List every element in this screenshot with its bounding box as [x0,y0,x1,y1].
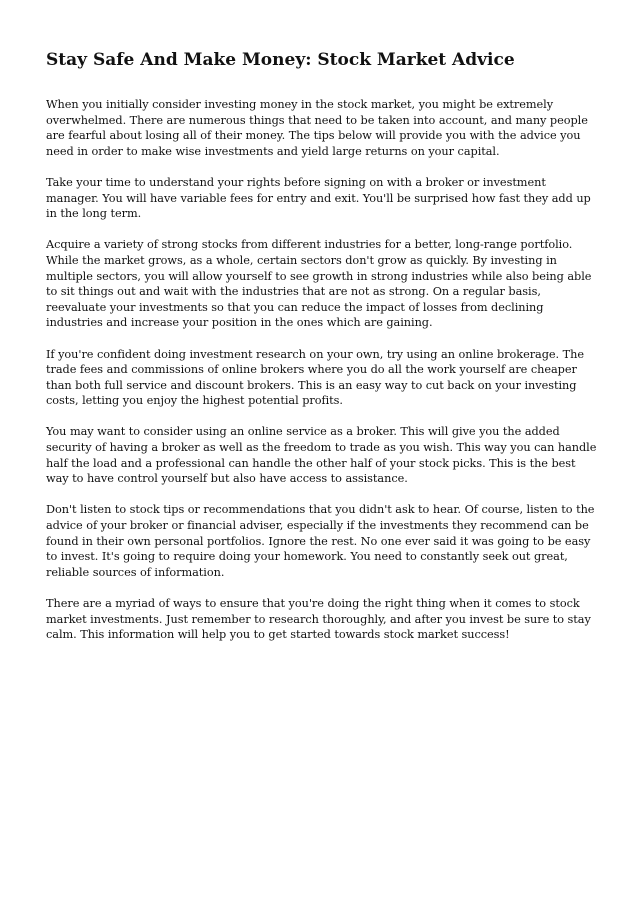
document-title: Stay Safe And Make Money: Stock Market Advice [46,50,515,70]
paragraph-1: When you initially consider investing money in the stock market, you might be extremely overwhelmed. There are numerous things that need to be taken into account, and many people are fearful about losing all of their money. The tips below will provide you with the advice you need in order to make wise investments and yield large returns on your capital. [46,98,588,158]
paragraph-2: Take your time to understand your rights before signing on with a broker or investment manager. You will have variable fees for entry and exit. You'll be surprised how fast they add up in the long term. [46,175,591,221]
paragraph-6: Don't listen to stock tips or recommendations that you didn't ask to hear. Of course, listen to the advice of your broker or financial adviser, especially if the investments they recommend can be found in their own personal portfolios. Ignore the rest. No one ever said it was going to be easy to invest. It's going to require doing your homework. You need to constantly seek out great, reliable sources of information. [46,503,595,579]
paragraph-7: There are a myriad of ways to ensure that you're doing the right thing when it comes to stock market investments. Just remember to research thoroughly, and after you invest be sure to stay calm. This information will help you to get started towards stock market success! [46,597,591,642]
paragraph-3: Acquire a variety of strong stocks from different industries for a better, long-range portfolio. While the market grows, as a whole, certain sectors don't grow as quickly. By investing in multiple sectors, you will allow yourself to see growth in strong industries while also being able to sit things out and wait with the industries that are not as strong. On a regular basis, reevaluate your investments so that you can reduce the impact of losses from declining industries and increase your position in the ones which are gaining. [46,238,592,330]
document-page [46,48,598,658]
paragraph-5: You may want to consider using an online service as a broker. This will give you the added security of having a broker as well as the freedom to trade as you wish. This way you can handle half the load and a professional can handle the other half of your stock picks. This is the best way to have control yourself but also have access to assistance. [46,425,597,486]
paragraph-4: If you're confident doing investment research on your own, try using an online brokerage. The trade fees and commissions of online brokers where you do all the work yourself are cheaper than both full service and discount brokers. This is an easy way to cut back on your investing costs, letting you enjoy the highest potential profits. [46,347,584,408]
